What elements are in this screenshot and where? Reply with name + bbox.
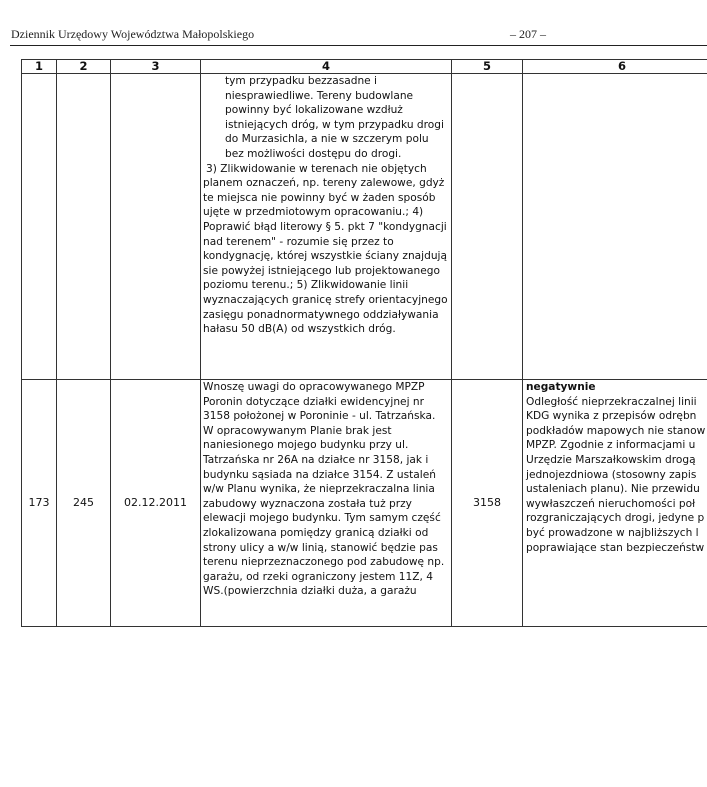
column-header-3: 3 (111, 60, 201, 74)
resolution-line: podkładów mapowych nie stanow (526, 424, 706, 437)
resolution-line: ustaleniach planu). Nie przewidu (526, 483, 700, 496)
cell-date: 02.12.2011 (111, 380, 201, 627)
resolution-line: wywłaszczeń nieruchomości poł (526, 497, 696, 510)
resolution-line: jednojezdniowa (stosowny zapis (526, 468, 697, 481)
running-header (11, 27, 707, 43)
cell-plot-number: 3158 (452, 380, 523, 627)
cell-col2-empty (57, 74, 111, 380)
cell-col1-empty (22, 74, 57, 380)
resolution-line: MPZP. Zgodnie z informacjami u (526, 439, 696, 452)
cell-col3-empty (111, 74, 201, 380)
resolution-line: Urzędzie Marszałkowskim drogą (526, 453, 696, 466)
comments-table-wrapper (21, 59, 707, 629)
resolution-line: być prowadzone w najbliższych l (526, 526, 699, 539)
column-header-1: 1 (22, 60, 57, 74)
cell-comment-number: 245 (57, 380, 111, 627)
cell-col6-empty (523, 74, 707, 380)
column-header-5: 5 (452, 60, 523, 74)
resolution-line: Odległość nieprzekraczalnej linii (526, 395, 697, 408)
column-header-2: 2 (57, 60, 111, 74)
cell-col4-continued (201, 74, 452, 380)
header-rule (10, 45, 707, 46)
journal-title: Dziennik Urzędowy Województwa Małopolskiego (11, 27, 255, 41)
resolution-result: negatywnie (526, 381, 596, 393)
column-header-6: 6 (523, 60, 707, 74)
column-header-4: 4 (201, 60, 452, 74)
cell-resolution (523, 380, 707, 627)
comments-table (21, 59, 707, 627)
comment-text-indented: tym przypadku bezzasadne i niesprawiedliwe. Tereny budowlane powinny być lokalizowane wzdłuż istniejących dróg, w tym przypadku drogi do Murzasichla, a nie w szczerym polu bez możliwości dostępu do drogi. (225, 75, 444, 160)
page-number: – 207 – (510, 27, 546, 41)
resolution-line: KDG wynika z przepisów odrębn (526, 410, 697, 423)
resolution-line: poprawiające stan bezpieczeństw (526, 541, 705, 554)
resolution-line: rozgraniczających drogi, jedyne p (526, 512, 705, 525)
cell-col5-empty (452, 74, 523, 380)
comment-text-points: 3) Zlikwidowanie w terenach nie objętych planem oznaczeń, np. tereny zalewowe, gdyż te miejsca nie powinny być w żaden sposób ujęte w przedmiotowym opracowaniu.; 4) Poprawić błąd literowy § 5. pkt 7 "kondygnacji nad terenem" - rozumie się przez to kondygnację, której wszystkie ściany znajdują sie powyżej istniejącego lub projektowanego poziomu terenu.; 5) Zlikwidowanie linii wyznaczających granicę strefy orientacyjnego zasięgu ponadnormatywnego oddziaływania hałasu 50 dB(A) od wszystkich dróg. (203, 162, 448, 336)
cell-comment-content: Wnoszę uwagi do opracowywanego MPZP Poronin dotyczące działki ewidencyjnej nr 3158 położonej w Poroninie - ul. Tatrzańska. W opracowywanym Planie brak jest naniesionego mojego budynku przy ul. Tatrzańska nr 26A na działce nr 3158, jak i budynku sąsiada na działce 3154. Z ustaleń w/w Planu wynika, że nieprzekraczalna linia zabudowy wyznaczona została tuż przy elewacji mojego budynku. Tym samym część zlokalizowana pomiędzy granicą działki od strony ulicy a w/w linią, stanowić będzie pas terenu nieprzeznaczonego pod zabudowę np. garażu, od rzeki ograniczony jestem 11Z, 4 WS.(powierzchnia działki duża, a garażu (201, 380, 452, 627)
table-row-173 (22, 380, 707, 627)
table-header-row (22, 60, 707, 74)
cell-ordinal: 173 (22, 380, 57, 627)
table-row-continued (22, 74, 707, 380)
